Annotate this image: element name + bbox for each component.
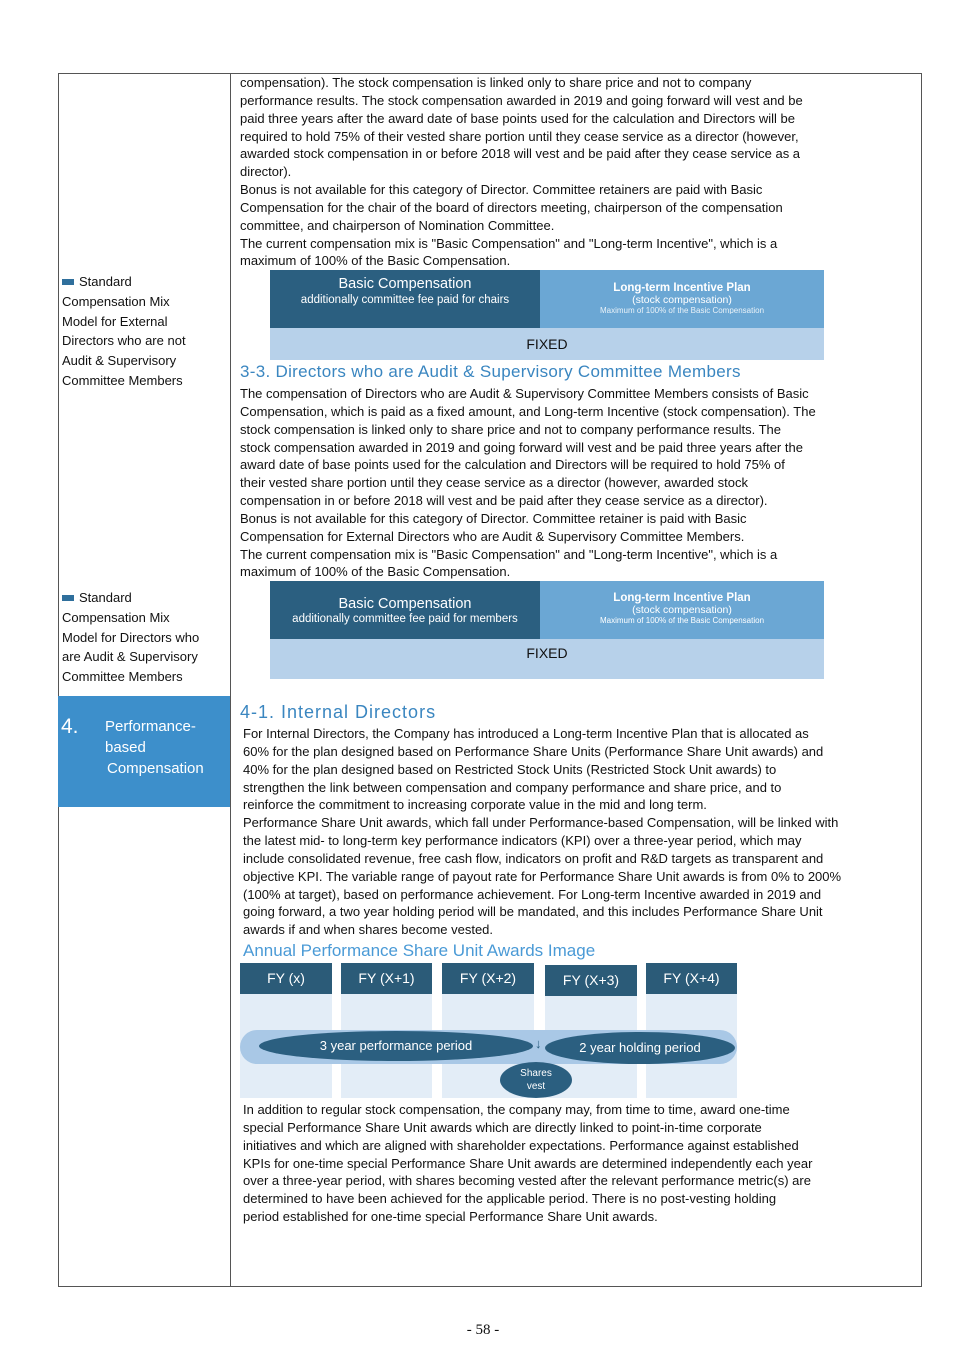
section-4-header [58, 696, 230, 807]
paragraph-special-awards [243, 1101, 812, 1226]
paragraph-external-directors [240, 74, 803, 270]
basic-compensation-box [270, 270, 540, 328]
lti-label: Long-term Incentive Plan [613, 592, 751, 604]
lti-sub: (stock compensation) [632, 604, 732, 616]
fy-box: FY (x) [240, 963, 332, 994]
text-line: The compensation of Directors who are Audit & Supervisory Committee Members consists of Basic [240, 386, 809, 401]
vest-line-1: Shares [520, 1068, 552, 1079]
text-line: stock compensation is linked only to share price and not to company performance results. The [240, 421, 781, 437]
section-title-2: based [105, 739, 146, 756]
basic-label: Basic Compensation [338, 596, 472, 612]
fy-box: FY (X+3) [545, 965, 637, 996]
text-line: Committee Members [62, 372, 183, 388]
text-line: include consolidated revenue, free cash flow, indicators on profit and R&D targets as transparent and [243, 850, 824, 866]
text-line: Bonus is not available for this category of Director. Committee retainers are paid with Basic [240, 182, 763, 198]
text-line [62, 588, 199, 608]
performance-period-ellipse: 3 year performance period [259, 1031, 533, 1061]
basic-compensation-box [270, 581, 540, 639]
text-line: Compensation Mix [62, 609, 170, 625]
text-line: Performance Share Unit awards, which fall under Performance-based Compensation, will be linked with [243, 815, 839, 831]
text-line: strengthen the link between compensation and company performance and share price, and to [243, 779, 782, 795]
section-title-1: Performance- [105, 718, 196, 735]
text-line: compensation in or before 2018 will vest and be paid after they cease service as a director). [240, 493, 768, 509]
text-line: objective KPI. The variable range of payout rate for Performance Share Unit awards is from 0% to 200% [243, 868, 842, 884]
text-line: In addition to regular stock compensation, the company may, from time to time, award one-time [243, 1102, 790, 1117]
text-line: awarded stock compensation in or before 2018 will vest and be paid after they cease service as a [240, 146, 801, 162]
text-line: committee, and chairperson of Nomination Committee. [240, 217, 555, 233]
shares-vest-ellipse [500, 1062, 572, 1098]
text-line: director). [240, 164, 292, 180]
lti-label: Long-term Incentive Plan [613, 282, 751, 294]
basic-sub: additionally committee fee paid for members [292, 613, 518, 625]
label-mix-external [62, 272, 186, 391]
compensation-mix-diagram-external [270, 270, 824, 360]
text-line: the latest mid- to long-term key performance indicators (KPI) over a three-year period, which may [243, 833, 802, 849]
square-bullet-icon [62, 279, 74, 285]
fixed-band: FIXED [270, 328, 824, 360]
text-line: award date of base points used for the calculation and Directors will be required to hold 75% of [240, 457, 785, 473]
text-line: reinforce the commitment to increasing corporate value in the mid and long term. [243, 797, 707, 813]
square-bullet-icon [62, 595, 74, 601]
text-line: performance results. The stock compensation awarded in 2019 and going forward will vest and be [240, 92, 803, 108]
text-line: paid three years after the award date of base points used for the calculation and Directors will be [240, 110, 795, 126]
arrow-down-icon: ↓ [535, 1036, 542, 1051]
text-line: KPIs for one-time special Performance Share Unit awards are determined independently each year [243, 1155, 813, 1171]
basic-sub: additionally committee fee paid for chairs [300, 294, 510, 306]
text-line: are Audit & Supervisory [62, 649, 198, 665]
label-mix-audit [62, 588, 199, 687]
text-line: Compensation, which is paid as a fixed amount, and Long-term Incentive (stock compensation). The [240, 403, 816, 419]
heading-4-1: 4-1. Internal Directors [240, 702, 437, 722]
text-line: maximum of 100% of the Basic Compensation. [240, 564, 511, 580]
paragraph-internal-directors [243, 725, 841, 939]
paragraph-audit-directors [240, 385, 816, 581]
fy-box: FY (X+1) [341, 963, 432, 994]
page-number: - 58 - [466, 1322, 500, 1338]
label-text: Standard [79, 274, 132, 289]
text-line [62, 272, 186, 292]
holding-period-ellipse: 2 year holding period [545, 1032, 735, 1064]
compensation-mix-diagram-audit [270, 581, 824, 679]
text-line: over a three-year period, with shares becoming vested after the relevant performance metric(s) are [243, 1173, 811, 1189]
fy-box: FY (X+2) [442, 963, 534, 994]
text-line: (100% at target), based on performance achievement. For Long-term Incentive awarded in 2019 and [243, 886, 822, 902]
basic-label: Basic Compensation [338, 276, 472, 292]
text-line: Model for External [62, 313, 168, 329]
text-line: 40% for the plan designed based on Restricted Stock Units (Restricted Stock Unit awards) to [243, 761, 777, 777]
lti-max: Maximum of 100% of the Basic Compensation [599, 616, 765, 625]
text-line: awards if and when shares become vested. [243, 922, 494, 938]
fixed-band: FIXED [270, 639, 824, 679]
text-line: The current compensation mix is "Basic Compensation" and "Long-term Incentive", which is a [240, 546, 778, 562]
text-line: required to hold 75% of their vested share portion until they cease service as a director (however, [240, 128, 799, 144]
text-line: Compensation for the chair of the board of directors meeting, chairperson of the compensation [240, 199, 783, 215]
text-line: The current compensation mix is "Basic Compensation" and "Long-term Incentive", which is a [240, 235, 778, 251]
lti-sub: (stock compensation) [632, 294, 732, 306]
section-number: 4. [61, 715, 79, 738]
text-line: going forward, a two year holding period will be mandated, and this includes Performance Share Unit [243, 904, 823, 920]
text-line: stock compensation awarded in 2019 and going forward will vest and be paid three years after the [240, 439, 803, 455]
heading-3-3: 3-3. Directors who are Audit & Supervisory Committee Members [240, 362, 741, 381]
text-line: their vested share portion until they cease service as a director (however, awarded stock [240, 475, 748, 491]
lti-box [540, 270, 824, 328]
fy-box: FY (X+4) [646, 963, 737, 994]
section-title-3: Compensation [107, 760, 204, 777]
diagram-title: Annual Performance Share Unit Awards Image [243, 941, 596, 960]
text-line: period established for one-time special Performance Share Unit awards. [243, 1209, 658, 1225]
text-line: Committee Members [62, 669, 183, 685]
text-line: determined to have been achieved for the applicable period. There is no post-vesting holding [243, 1191, 777, 1207]
text-line: Directors who are not [62, 333, 186, 349]
text-line: For Internal Directors, the Company has introduced a Long-term Incentive Plan that is allocated as [243, 726, 809, 741]
lti-max: Maximum of 100% of the Basic Compensation [599, 306, 765, 314]
text-line: special Performance Share Unit awards which are directly linked to point-in-time corporate [243, 1119, 762, 1135]
column-divider [230, 73, 231, 1287]
text-line: maximum of 100% of the Basic Compensation. [240, 253, 511, 269]
lti-box [540, 581, 824, 639]
text-line: Model for Directors who [62, 629, 200, 645]
text-line: initiatives and which are aligned with shareholder expectations. Performance against established [243, 1137, 799, 1153]
text-line: Audit & Supervisory [62, 353, 177, 369]
text-line: 60% for the plan designed based on Performance Share Units (Performance Share Unit awards) and [243, 743, 824, 759]
text-line: Compensation for External Directors who are Audit & Supervisory Committee Members. [240, 528, 745, 544]
label-text: Standard [79, 590, 132, 605]
text-line: Bonus is not available for this category of Director. Committee retainer is paid with Basic [240, 510, 747, 526]
text-line: compensation). The stock compensation is linked only to share price and not to company [240, 75, 752, 90]
text-line: Compensation Mix [62, 293, 170, 309]
vest-line-2: vest [526, 1081, 546, 1092]
